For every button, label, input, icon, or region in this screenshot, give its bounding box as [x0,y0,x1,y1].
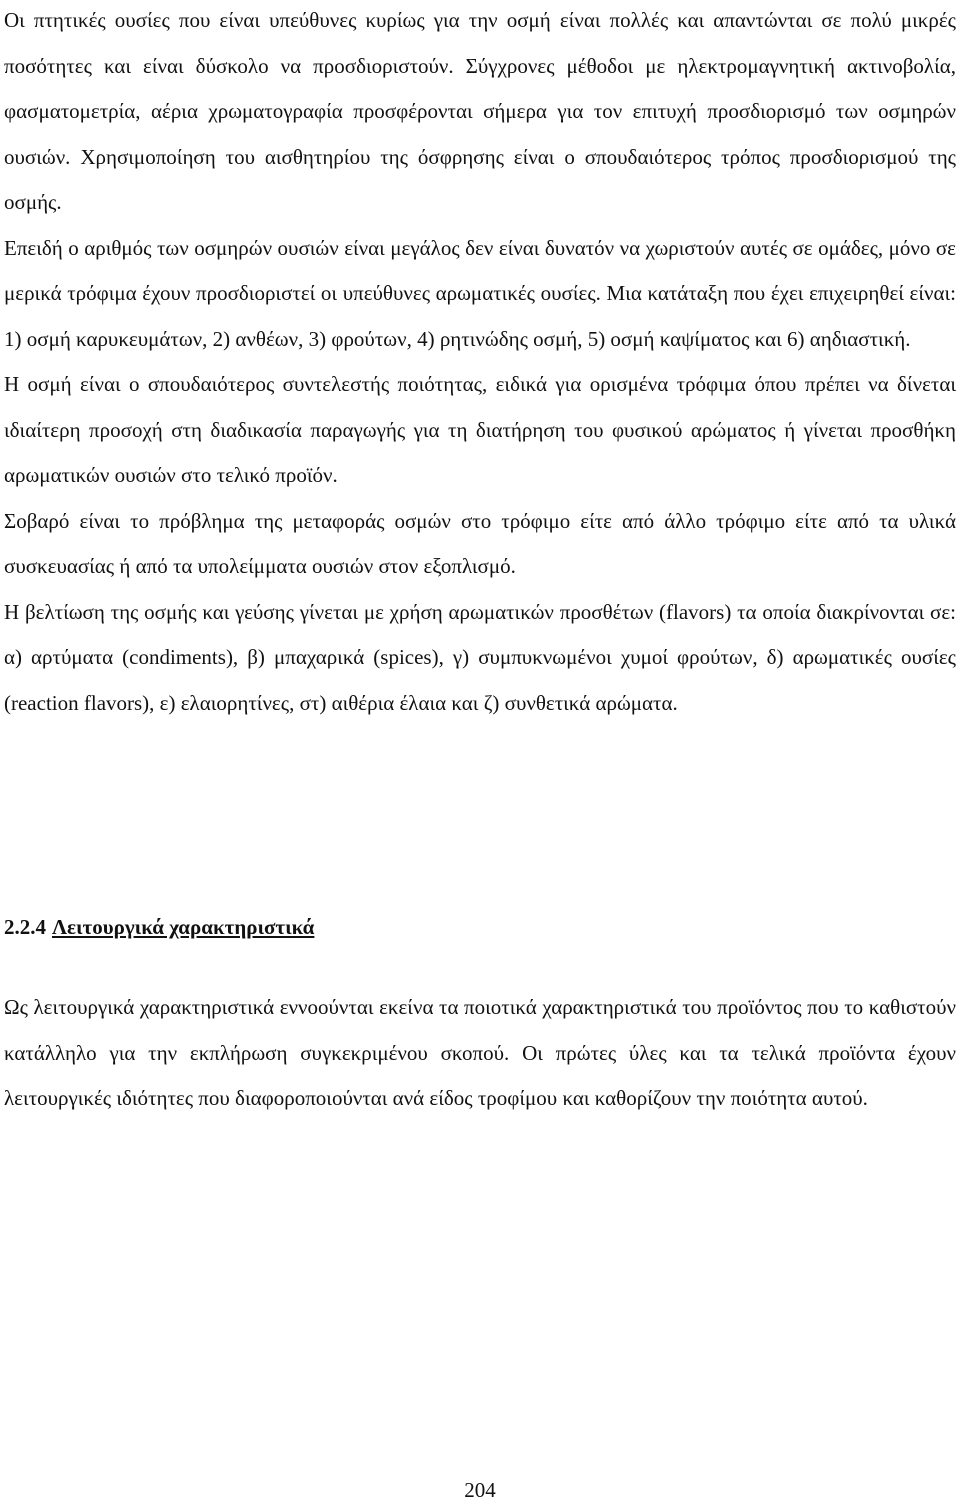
section-title: Λειτουργικά χαρακτηριστικά [52,915,315,939]
text-block-bottom [4,985,956,1122]
paragraph-odor-classification: Επειδή ο αριθμός των οσμηρών ουσιών είναι μεγάλος δεν είναι δυνατόν να χωριστούν αυτές σε ομάδες, μόνο σε μερικά τρόφιμα έχουν προσδιοριστεί οι υπεύθυνες αρωματικές ουσίες. Μια κατάταξη που έχει επιχειρηθεί είναι: 1) οσμή καρυκευμάτων, 2) ανθέων, 3) φρούτων, 4) ρητινώδης οσμή, 5) οσμή καψίματος και 6) αηδιαστική. [4,235,956,351]
paragraph-functional-characteristics: Ως λειτουργικά χαρακτηριστικά εννοούνται εκείνα τα ποιοτικά χαρακτηριστικά του προϊόντος που το καθιστούν κατάλληλο για την εκπλήρωση συγκεκριμένου σκοπού. Οι πρώτες ύλες και τα τελικά προϊόντα έχουν λειτουργικές ιδιότητες που διαφοροποιούνται ανά είδος τροφίμου και καθορίζουν την ποιότητα αυτού. [4,995,956,1110]
paragraph-odor-transfer: Σοβαρό είναι το πρόβλημα της μεταφοράς οσμών στο τρόφιμο είτε από άλλο τρόφιμο είτε από τα υλικά συσκευασίας ή από τα υπολείμματα ουσιών στον εξοπλισμό. [4,508,956,578]
section-number: 2.2.4 [4,915,46,939]
section-heading [4,909,314,945]
paragraph-flavors: Η βελτίωση της οσμής και γεύσης γίνεται με χρήση αρωματικών προσθέτων (flavors) τα οποία διακρίνονται σε: α) αρτύματα (condiments), β) μπαχαρικά (spices), γ) συμπυκνωμένοι χυμοί φρούτων, δ) αρωματικές ουσίες (reaction flavors), ε) ελαιορητίνες, στ) αιθέρια έλαια και ζ) συνθετικά αρώματα. [4,599,956,715]
page-number: 204 [464,1478,496,1502]
paragraph-odor-quality: Η οσμή είναι ο σπουδαιότερος συντελεστής ποιότητας, ειδικά για ορισμένα τρόφιμα όπου πρέπει να δίνεται ιδιαίτερη προσοχή στη διαδικασία παραγωγής για τη διατήρηση του φυσικού αρώματος ή γίνεται προσθήκη αρωματικών ουσιών στο τελικό προϊόν. [4,372,956,487]
paragraph-odor-detection: Οι πτητικές ουσίες που είναι υπεύθυνες κυρίως για την οσμή είναι πολλές και απαντώνται σε πολύ μικρές ποσότητες και είναι δύσκολο να προσδιοριστούν. Σύγχρονες μέθοδοι με ηλεκτρομαγνητική ακτινοβολία, φασματομετρία, αέρια χρωματογραφία προσφέρονται σήμερα για τον επιτυχή προσδιορισμό των οσμηρών ουσιών. Χρησιμοποίηση του αισθητηρίου της όσφρησης είναι ο σπουδαιότερος τρόπος προσδιορισμού της οσμής. [4,8,956,214]
text-block-top [4,0,956,726]
